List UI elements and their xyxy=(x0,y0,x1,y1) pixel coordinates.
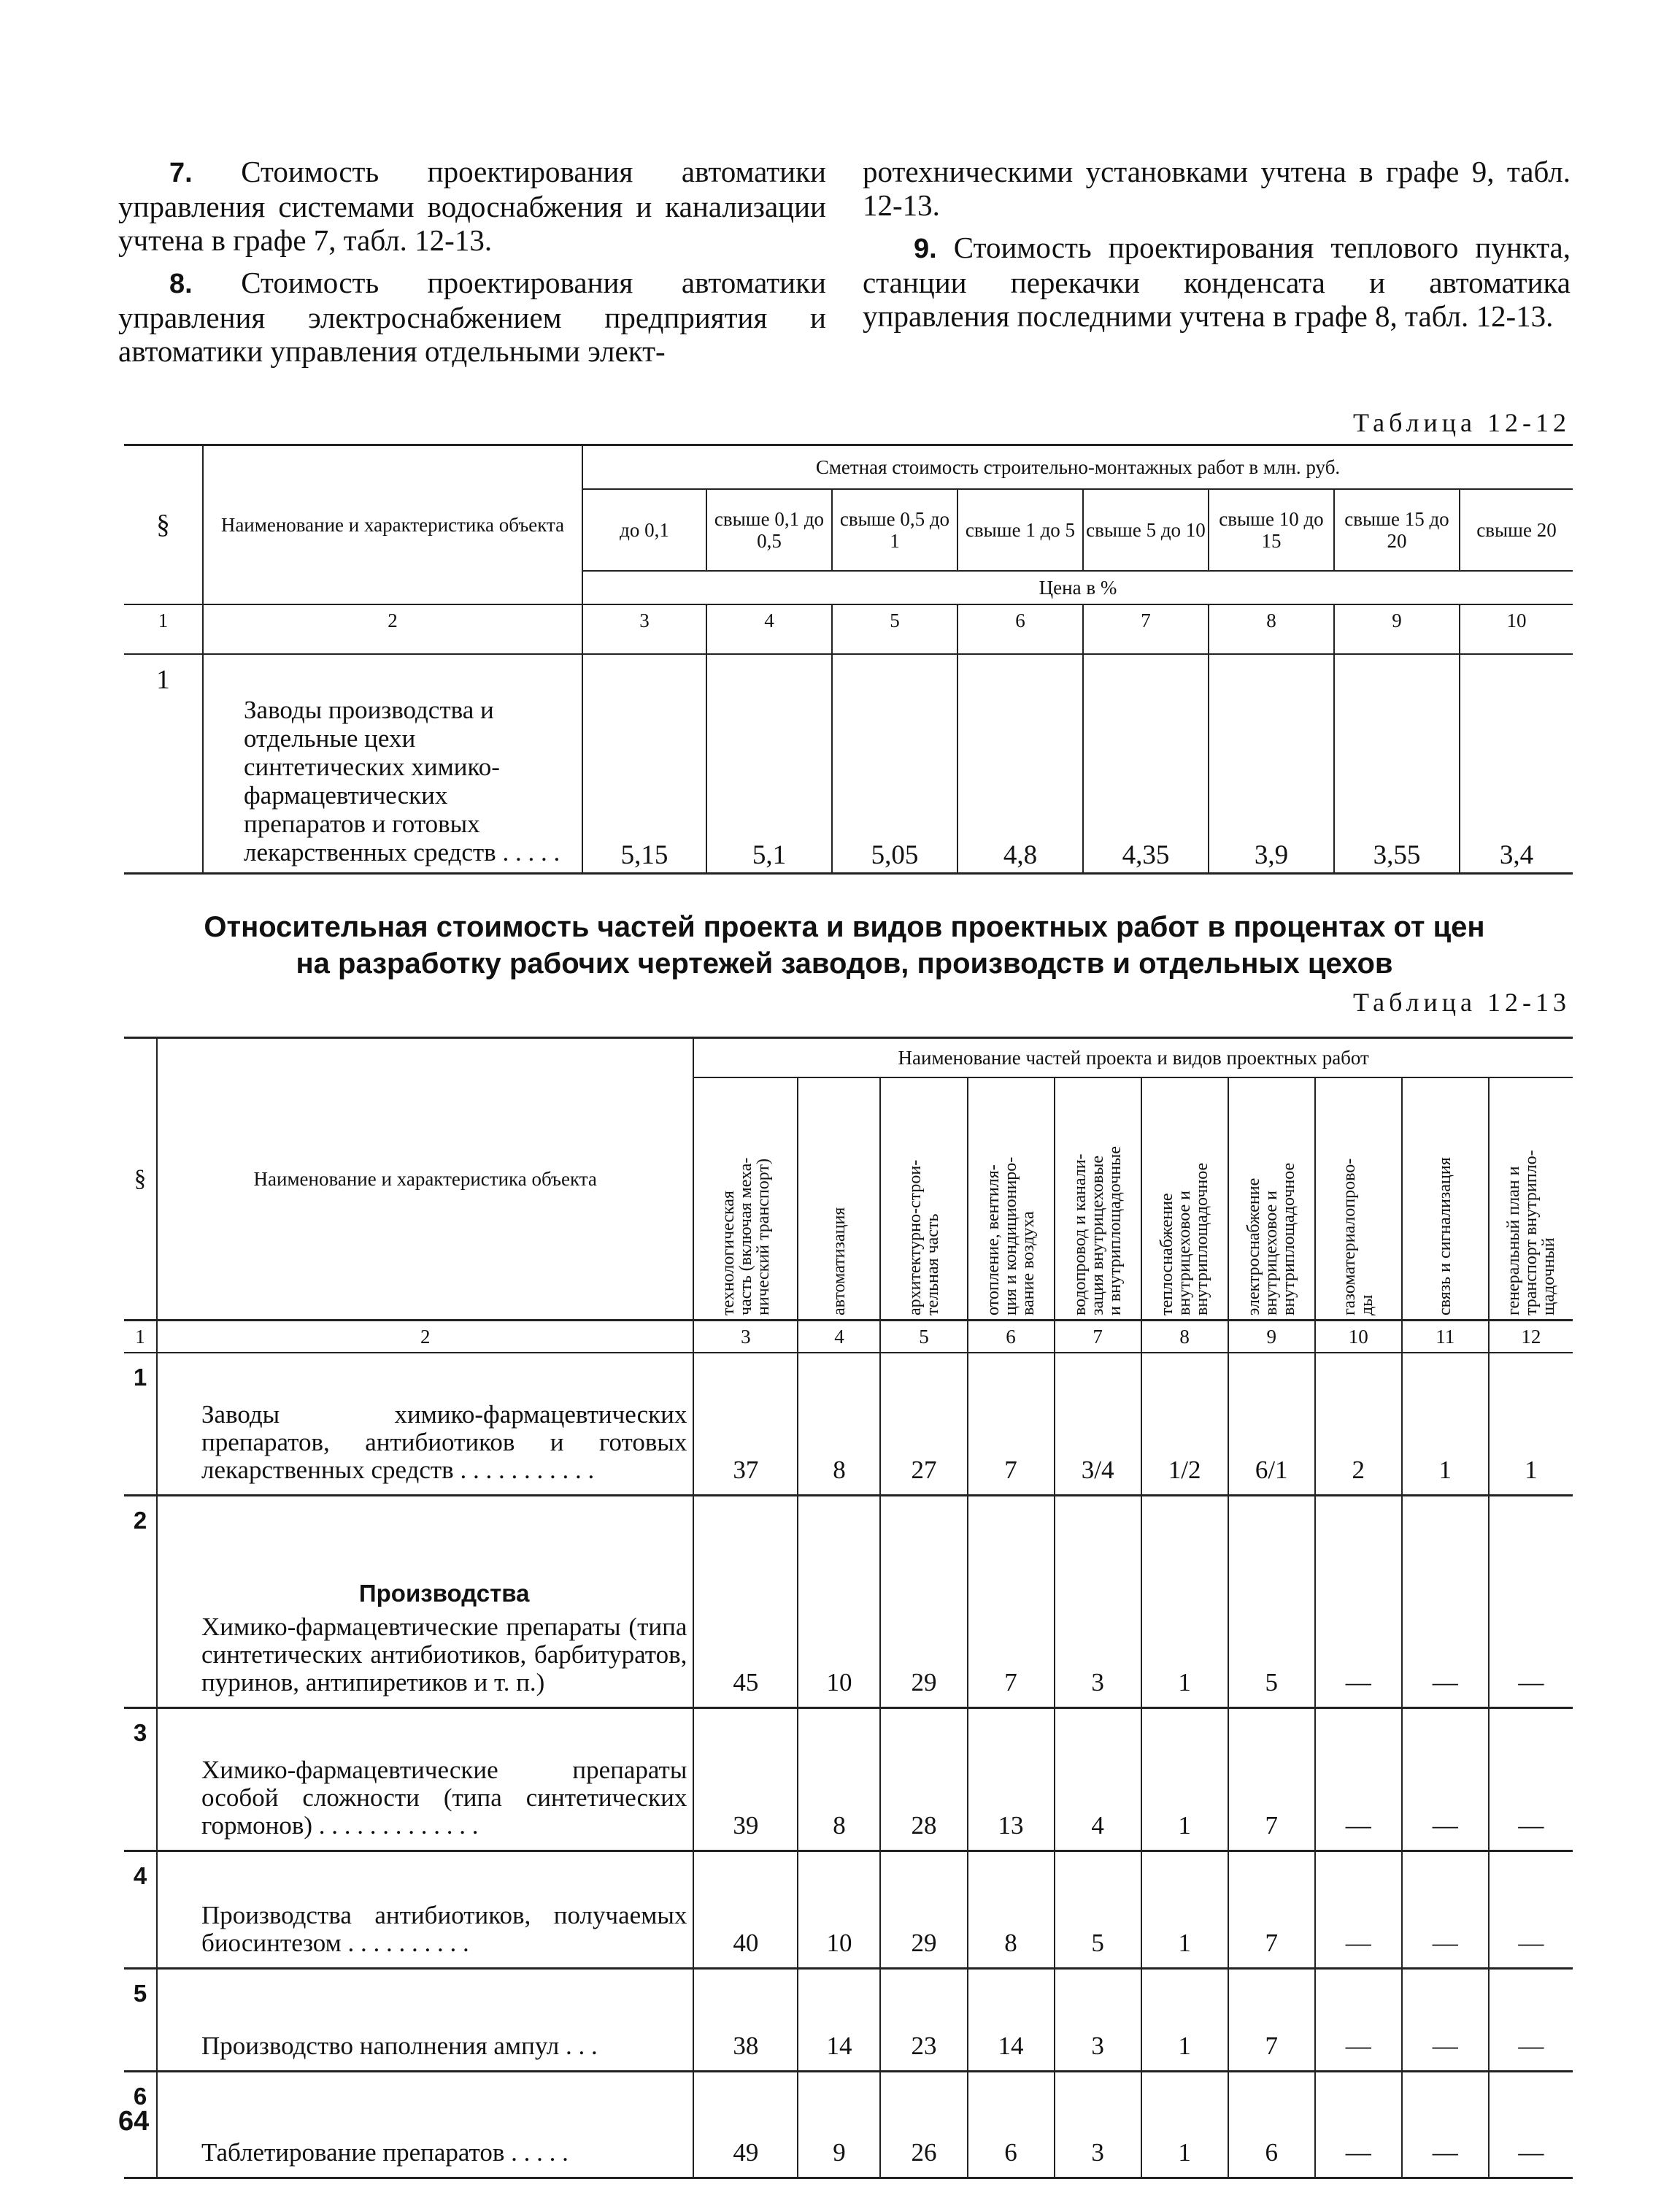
col-header-para: § xyxy=(124,445,203,605)
part-header: архитектурно-строи- тельная часть xyxy=(880,1077,967,1321)
col-number: 8 xyxy=(1209,604,1334,654)
text-column-right xyxy=(863,155,1571,377)
part-header: газоматериалопрово- ды xyxy=(1315,1077,1402,1321)
table-12-13-caption: Таблица 12-13 xyxy=(1353,988,1571,1017)
row-number: 3 xyxy=(124,1708,157,1851)
cell-value: 10 xyxy=(798,1851,880,1969)
cell-value: 3 xyxy=(1055,1496,1141,1708)
cell-value: — xyxy=(1489,2072,1573,2178)
cell-value: 3/4 xyxy=(1055,1353,1141,1496)
paragraph-8: 8. Стоимость проектирования автоматики управления электроснабжением предприятия и автоматики управления отдельными элект- xyxy=(118,266,826,368)
table-12-12-caption: Таблица 12-12 xyxy=(1353,408,1571,437)
price-header: Цена в % xyxy=(582,571,1573,604)
cell-value: 6 xyxy=(1228,2072,1315,2178)
col-header-para: § xyxy=(124,1038,157,1321)
cell-value: 8 xyxy=(798,1353,880,1496)
col-number: 3 xyxy=(582,604,706,654)
range-header: свыше 0,5 до 1 xyxy=(832,489,957,571)
cell-value: — xyxy=(1402,2072,1489,2178)
section-title: Производства xyxy=(358,1580,530,1607)
table-row xyxy=(124,1708,1573,1851)
cell-value: — xyxy=(1402,1708,1489,1851)
cell-value: 3,55 xyxy=(1334,654,1460,874)
col-header-name: Наименование и характеристика объекта xyxy=(203,445,582,605)
col-number: 9 xyxy=(1334,604,1460,654)
row-name-text: Производство наполнения ампул . . . xyxy=(201,2032,598,2060)
col-number: 10 xyxy=(1460,604,1573,654)
cell-value: — xyxy=(1402,1496,1489,1708)
range-header: свыше 5 до 10 xyxy=(1083,489,1209,571)
cell-value: 1 xyxy=(1141,1969,1228,2072)
range-header: до 0,1 xyxy=(582,489,706,571)
col-number: 10 xyxy=(1315,1321,1402,1353)
range-header: свыше 20 xyxy=(1460,489,1573,571)
cell-value: 5 xyxy=(1228,1496,1315,1708)
col-number: 6 xyxy=(968,1321,1055,1353)
row-number: 6 xyxy=(124,2072,157,2178)
cell-value: 13 xyxy=(968,1708,1055,1851)
col-number: 9 xyxy=(1228,1321,1315,1353)
row-name: Заводы производства и отдельные цехи синтетических химико-фармацевтических препаратов и готовых лекарственных средств . . . . . xyxy=(203,654,582,874)
part-header: водопровод и канали- зация внутрицеховые и внутриплощадочные xyxy=(1055,1077,1141,1321)
row-name xyxy=(157,1496,693,1708)
col-number: 2 xyxy=(203,604,582,654)
paragraph-8-continued: ротехническими установками учтена в графе 9, табл. 12-13. xyxy=(863,155,1571,222)
cell-value: 7 xyxy=(1228,1969,1315,2072)
cell-value: 29 xyxy=(880,1496,967,1708)
cell-value: — xyxy=(1489,1496,1573,1708)
col-number: 5 xyxy=(832,604,957,654)
part-header: теплоснабжение внутрицеховое и внутриплощадочное xyxy=(1141,1077,1228,1321)
cell-value: 8 xyxy=(798,1708,880,1851)
cell-value: 38 xyxy=(693,1969,798,2072)
row-name xyxy=(157,1851,693,1969)
cell-value: 6/1 xyxy=(1228,1353,1315,1496)
cell-value: — xyxy=(1489,1969,1573,2072)
cell-value: 3,9 xyxy=(1209,654,1334,874)
row-number: 1 xyxy=(124,1353,157,1496)
paragraph-7: 7. Стоимость проектирования автоматики управления системами водоснабжения и канализации учтена в графе 7, табл. 12-13. xyxy=(118,155,826,257)
col-header-parts: Наименование частей проекта и видов проектных работ xyxy=(693,1038,1573,1078)
table-row xyxy=(124,1353,1573,1496)
row-number: 1 xyxy=(124,654,203,874)
col-header-cost: Сметная стоимость строительно-монтажных работ в млн. руб. xyxy=(582,445,1573,490)
cell-value: — xyxy=(1315,1496,1402,1708)
cell-value: 4 xyxy=(1055,1708,1141,1851)
col-header-name: Наименование и характеристика объекта xyxy=(157,1038,693,1321)
cell-value: 7 xyxy=(968,1496,1055,1708)
cell-value: 1 xyxy=(1489,1353,1573,1496)
cell-value: 4,35 xyxy=(1083,654,1209,874)
cell-value: 29 xyxy=(880,1851,967,1969)
cell-value: 1 xyxy=(1141,2072,1228,2178)
part-header: отопление, вентиля- ция и кондициониро- вание воздуха xyxy=(968,1077,1055,1321)
part-header: технологическая часть (включая меха- нический транспорт) xyxy=(693,1077,798,1321)
range-header: свыше 0,1 до 0,5 xyxy=(706,489,832,571)
col-number: 6 xyxy=(957,604,1083,654)
row-name-text: Производства антибиотиков, получаемых биосинтезом . . . . . . . . . . xyxy=(201,1901,687,1957)
part-header: связь и сигнализация xyxy=(1402,1077,1489,1321)
text-column-left xyxy=(118,155,826,377)
cell-value: 14 xyxy=(798,1969,880,2072)
table-row xyxy=(124,654,1573,874)
cell-value: — xyxy=(1402,1851,1489,1969)
col-number: 8 xyxy=(1141,1321,1228,1353)
row-name xyxy=(157,1969,693,2072)
cell-value: — xyxy=(1489,1708,1573,1851)
cell-value: 49 xyxy=(693,2072,798,2178)
cell-value: 14 xyxy=(968,1969,1055,2072)
range-header: свыше 10 до 15 xyxy=(1209,489,1334,571)
cell-value: 40 xyxy=(693,1851,798,1969)
table-12-13 xyxy=(124,1037,1573,2179)
range-header: свыше 15 до 20 xyxy=(1334,489,1460,571)
col-number: 7 xyxy=(1083,604,1209,654)
col-number: 1 xyxy=(124,1321,157,1353)
cell-value: 37 xyxy=(693,1353,798,1496)
cell-value: — xyxy=(1315,2072,1402,2178)
cell-value: — xyxy=(1315,1851,1402,1969)
cell-value: 5,1 xyxy=(706,654,832,874)
row-number: 4 xyxy=(124,1851,157,1969)
cell-value: 5,15 xyxy=(582,654,706,874)
cell-value: 1 xyxy=(1402,1353,1489,1496)
row-name xyxy=(157,1353,693,1496)
cell-value: — xyxy=(1402,1969,1489,2072)
cell-value: 9 xyxy=(798,2072,880,2178)
table-row xyxy=(124,1969,1573,2072)
cell-value: 3,4 xyxy=(1460,654,1573,874)
intro-text xyxy=(118,155,1571,377)
cell-value: 1 xyxy=(1141,1851,1228,1969)
cell-value: — xyxy=(1315,1708,1402,1851)
col-number: 2 xyxy=(157,1321,693,1353)
row-name-text: Химико-фармацевтические препараты особой сложности (типа синтетических гормонов) . . . . . . . . . . . . . xyxy=(201,1756,687,1840)
cell-value: 39 xyxy=(693,1708,798,1851)
col-number: 4 xyxy=(798,1321,880,1353)
cell-value: 3 xyxy=(1055,1969,1141,2072)
row-number: 2 xyxy=(124,1496,157,1708)
cell-value: 1/2 xyxy=(1141,1353,1228,1496)
row-name xyxy=(157,2072,693,2178)
col-number: 5 xyxy=(880,1321,967,1353)
cell-value: 1 xyxy=(1141,1496,1228,1708)
cell-value: 10 xyxy=(798,1496,880,1708)
part-header: генеральный план и транспорт внутрипло- щадочный xyxy=(1489,1077,1573,1321)
cell-value: 23 xyxy=(880,1969,967,2072)
part-header: электроснабжение внутрицеховое и внутриплощадочное xyxy=(1228,1077,1315,1321)
row-name-text: Химико-фармацевтические препараты (типа синтетических антибиотиков, барбитуратов, пуринов, антипиретиков и т. п.) xyxy=(201,1613,687,1696)
page-number: 64 xyxy=(118,2106,150,2137)
col-number: 7 xyxy=(1055,1321,1141,1353)
cell-value: 2 xyxy=(1315,1353,1402,1496)
col-number: 12 xyxy=(1489,1321,1573,1353)
range-header: свыше 1 до 5 xyxy=(957,489,1083,571)
part-header: автоматизация xyxy=(798,1077,880,1321)
table-row xyxy=(124,2072,1573,2178)
col-number: 11 xyxy=(1402,1321,1489,1353)
cell-value: 8 xyxy=(968,1851,1055,1969)
cell-value: 7 xyxy=(968,1353,1055,1496)
cell-value: 45 xyxy=(693,1496,798,1708)
col-number: 3 xyxy=(693,1321,798,1353)
cell-value: 5,05 xyxy=(832,654,957,874)
cell-value: 3 xyxy=(1055,2072,1141,2178)
col-number: 1 xyxy=(124,604,203,654)
cell-value: — xyxy=(1315,1969,1402,2072)
row-number: 5 xyxy=(124,1969,157,2072)
cell-value: 7 xyxy=(1228,1851,1315,1969)
cell-value: 4,8 xyxy=(957,654,1083,874)
cell-value: 28 xyxy=(880,1708,967,1851)
row-name xyxy=(157,1708,693,1851)
cell-value: 5 xyxy=(1055,1851,1141,1969)
paragraph-9: 9. Стоимость проектирования теплового пункта, станции перекачки конденсата и автоматика управления последними учтена в графе 8, табл. 12-13. xyxy=(863,231,1571,333)
row-name-text: Заводы химико-фармацевтических препаратов, антибиотиков и готовых лекарственных средств . . . . . . . . . . . xyxy=(201,1400,687,1484)
cell-value: 7 xyxy=(1228,1708,1315,1851)
cell-value: — xyxy=(1489,1851,1573,1969)
cell-value: 6 xyxy=(968,2072,1055,2178)
col-number: 4 xyxy=(706,604,832,654)
section-heading: Относительная стоимость частей проекта и видов проектных работ в процентах от цен на разработку рабочих чертежей заводов, производств и отдельных цехов xyxy=(204,911,1485,980)
cell-value: 1 xyxy=(1141,1708,1228,1851)
cell-value: 26 xyxy=(880,2072,967,2178)
cell-value: 27 xyxy=(880,1353,967,1496)
table-row xyxy=(124,1851,1573,1969)
table-row xyxy=(124,1496,1573,1708)
table-12-12 xyxy=(124,444,1573,875)
row-name-text: Таблетирование препаратов . . . . . xyxy=(201,2138,569,2167)
